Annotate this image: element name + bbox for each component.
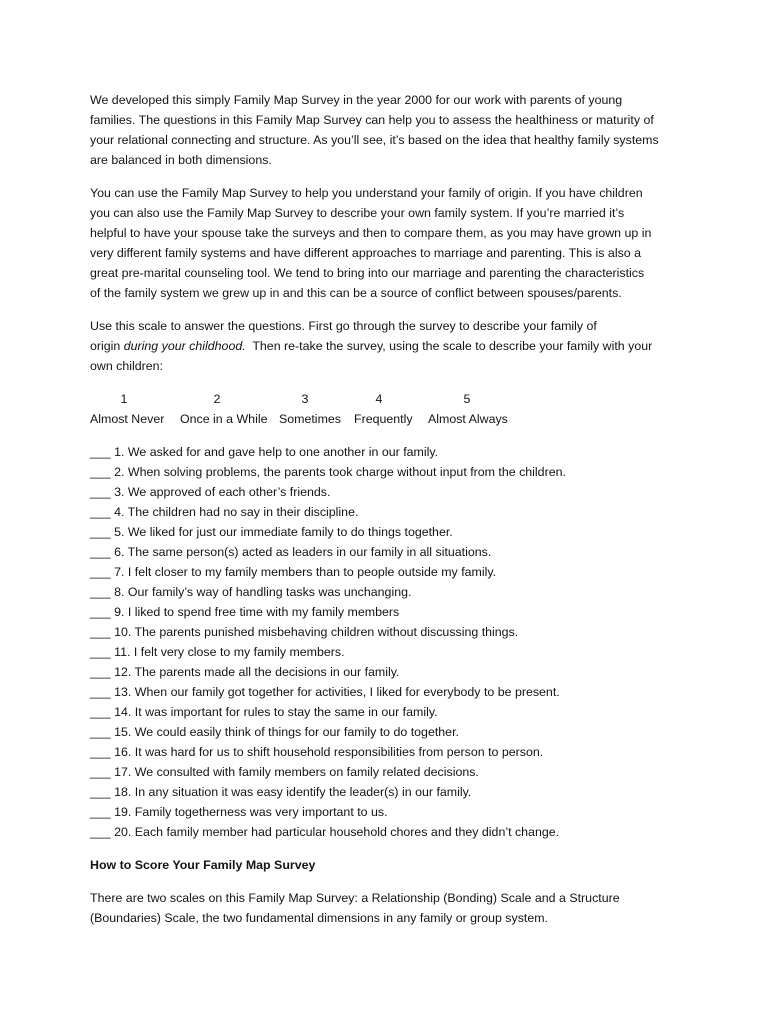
question-item: ___ 13. When our family got together for activities, I liked for everybody to be present. bbox=[90, 685, 560, 699]
scale-number: 1 bbox=[120, 392, 128, 406]
survey-questions bbox=[90, 442, 690, 842]
question-item: ___ 12. The parents made all the decisions in our family. bbox=[90, 665, 400, 679]
question-item: ___ 4. The children had no say in their discipline. bbox=[90, 505, 359, 519]
question-item: ___ 9. I liked to spend free time with my family members bbox=[90, 605, 400, 619]
scale-number: 2 bbox=[213, 392, 221, 406]
text-line: own children: bbox=[90, 359, 164, 373]
text-line: families. The questions in this Family Map Survey can help you to assess the healthiness or maturity of bbox=[90, 113, 654, 127]
scoring-paragraph bbox=[90, 888, 690, 928]
question-item: ___ 2. When solving problems, the parents took charge without input from the children. bbox=[90, 465, 566, 479]
text-line: your relational connecting and structure. As you’ll see, it’s based on the idea that healthy family systems bbox=[90, 133, 659, 147]
question-item: ___ 14. It was important for rules to stay the same in our family. bbox=[90, 705, 438, 719]
scale-number: 4 bbox=[375, 392, 383, 406]
scale-number: 5 bbox=[463, 392, 471, 406]
question-item: ___ 19. Family togetherness was very important to us. bbox=[90, 805, 388, 819]
text-line: There are two scales on this Family Map Survey: a Relationship (Bonding) Scale and a Structure bbox=[90, 891, 620, 905]
question-item: ___ 7. I felt closer to my family members than to people outside my family. bbox=[90, 565, 497, 579]
scale-label: Almost Never bbox=[90, 412, 165, 426]
intro-paragraph-1 bbox=[90, 90, 690, 170]
question-item: ___ 16. It was hard for us to shift household responsibilities from person to person. bbox=[90, 745, 544, 759]
question-item: ___ 8. Our family’s way of handling tasks was unchanging. bbox=[90, 585, 412, 599]
text-line: Use this scale to answer the questions. First go through the survey to describe your family of bbox=[90, 319, 597, 333]
text-line: you can also use the Family Map Survey to describe your own family system. If you’re married it’s bbox=[90, 206, 625, 220]
scoring-heading: How to Score Your Family Map Survey bbox=[90, 858, 316, 872]
question-item: ___ 11. I felt very close to my family members. bbox=[90, 645, 345, 659]
rating-scale bbox=[90, 389, 650, 429]
question-item: ___ 15. We could easily think of things for our family to do together. bbox=[90, 725, 459, 739]
text-line: are balanced in both dimensions. bbox=[90, 153, 272, 167]
question-item: ___ 17. We consulted with family members on family related decisions. bbox=[90, 765, 479, 779]
text-line: You can use the Family Map Survey to help you understand your family of origin. If you have children bbox=[90, 186, 643, 200]
text-line: helpful to have your spouse take the surveys and then to compare them, as you may have grown up in bbox=[90, 226, 652, 240]
question-item: ___ 3. We approved of each other’s friends. bbox=[90, 485, 331, 499]
question-item: ___ 6. The same person(s) acted as leaders in our family in all situations. bbox=[90, 545, 492, 559]
text-run: Then re-take the survey, using the scale to describe your family with your bbox=[245, 339, 653, 353]
question-item: ___ 20. Each family member had particular household chores and they didn’t change. bbox=[90, 825, 560, 839]
emphasis-text: during your childhood. bbox=[123, 339, 246, 353]
question-item: ___ 5. We liked for just our immediate family to do things together. bbox=[90, 525, 453, 539]
text-line: (Boundaries) Scale, the two fundamental dimensions in any family or group system. bbox=[90, 911, 548, 925]
scale-number: 3 bbox=[301, 392, 309, 406]
text-line: of the family system we grew up in and this can be a source of conflict between spouses/parents. bbox=[90, 286, 622, 300]
scale-label: Sometimes bbox=[279, 412, 341, 426]
intro-paragraph-2 bbox=[90, 183, 690, 303]
text-line: great pre-marital counseling tool. We tend to bring into our marriage and parenting the characteristics bbox=[90, 266, 645, 280]
document-page bbox=[90, 90, 690, 941]
text-line: We developed this simply Family Map Survey in the year 2000 for our work with parents of young bbox=[90, 93, 623, 107]
text-run: origin bbox=[90, 339, 124, 353]
question-item: ___ 10. The parents punished misbehaving children without discussing things. bbox=[90, 625, 519, 639]
scale-label: Almost Always bbox=[428, 412, 508, 426]
question-item: ___ 1. We asked for and gave help to one another in our family. bbox=[90, 445, 439, 459]
text-line: very different family systems and have different approaches to marriage and parenting. This is also a bbox=[90, 246, 641, 260]
text-line bbox=[90, 336, 690, 356]
scale-label: Once in a While bbox=[180, 412, 268, 426]
question-item: ___ 18. In any situation it was easy identify the leader(s) in our family. bbox=[90, 785, 472, 799]
instructions-paragraph bbox=[90, 316, 690, 376]
scale-label: Frequently bbox=[354, 412, 413, 426]
